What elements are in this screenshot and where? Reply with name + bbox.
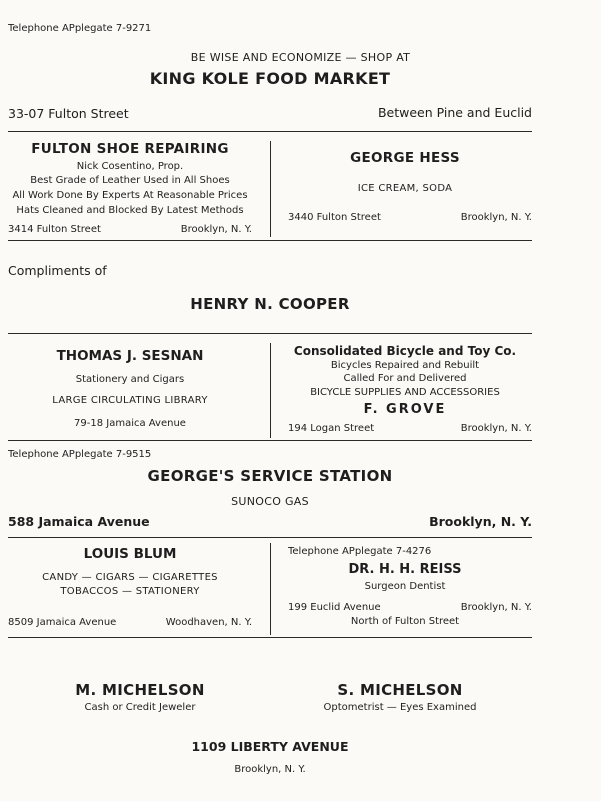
consolidated-owner: F. GROVE [363,402,447,417]
divider [8,637,532,638]
sesnan-line1: Stationery and Cigars [75,374,185,385]
georges-service-product: SUNOCO GAS [231,495,309,508]
louis-blum-name: LOUIS BLUM [83,546,177,562]
reiss-title: Surgeon Dentist [364,581,446,592]
cooper-name: HENRY N. COOPER [190,295,350,313]
george-hess-address: 3440 Fulton Street [288,212,381,223]
divider [8,440,532,441]
sesnan-line2: LARGE CIRCULATING LIBRARY [52,395,208,406]
column-divider [270,141,271,237]
fulton-shoe-line3: Hats Cleaned and Blocked By Latest Methods [16,205,244,216]
fulton-shoe-address: 3414 Fulton Street [8,224,101,235]
louis-blum-line2: TOBACCOS — STATIONERY [60,586,200,597]
fulton-shoe-line1: Best Grade of Leather Used in All Shoes [30,175,230,186]
fulton-shoe-line2: All Work Done By Experts At Reasonable Prices [12,190,248,201]
consolidated-city: Brooklyn, N. Y. [460,423,532,434]
king-kole-slogan: BE WISE AND ECONOMIZE — SHOP AT [190,51,411,64]
george-hess-city: Brooklyn, N. Y. [460,212,532,223]
georges-service-address: 588 Jamaica Avenue [8,514,150,529]
king-kole-location: Between Pine and Euclid [377,105,532,120]
michelson-address: 1109 LIBERTY AVENUE [191,739,349,754]
m-michelson-desc: Cash or Credit Jeweler [84,702,196,713]
divider [8,131,532,132]
georges-service-city: Brooklyn, N. Y. [429,514,532,529]
louis-blum-address: 8509 Jamaica Avenue [8,617,117,628]
fulton-shoe-name: FULTON SHOE REPAIRING [31,141,229,157]
george-hess-products: ICE CREAM, SODA [357,183,453,194]
sesnan-address: 79-18 Jamaica Avenue [74,418,186,429]
reiss-city: Brooklyn, N. Y. [460,602,532,613]
michelson-city: Brooklyn, N. Y. [234,764,306,775]
reiss-name: DR. H. H. REISS [348,562,462,577]
m-michelson-name: M. MICHELSON [75,681,205,699]
fulton-shoe-proprietor: Nick Cosentino, Prop. [76,161,184,172]
column-divider [270,543,271,635]
column-divider [270,343,271,438]
fulton-shoe-city: Brooklyn, N. Y. [180,224,252,235]
consolidated-address: 194 Logan Street [288,423,375,434]
consolidated-line2: Called For and Delivered [343,373,467,384]
georges-service-name: GEORGE'S SERVICE STATION [147,467,393,485]
divider [8,240,532,241]
sesnan-name: THOMAS J. SESNAN [56,348,204,364]
reiss-location: North of Fulton Street [350,616,460,627]
divider [8,537,532,538]
louis-blum-line1: CANDY — CIGARS — CIGARETTES [42,572,218,583]
reiss-telephone: Telephone APplegate 7-4276 [288,546,432,557]
king-kole-telephone: Telephone APplegate 7-9271 [8,23,152,34]
divider [8,333,532,334]
consolidated-name: Consolidated Bicycle and Toy Co. [293,344,517,358]
s-michelson-desc: Optometrist — Eyes Examined [323,702,477,713]
king-kole-name: KING KOLE FOOD MARKET [149,69,391,88]
george-hess-name: GEORGE HESS [350,150,460,166]
consolidated-line3: BICYCLE SUPPLIES AND ACCESSORIES [310,387,500,398]
reiss-address: 199 Euclid Avenue [288,602,381,613]
king-kole-address: 33-07 Fulton Street [8,106,129,121]
cooper-compliments: Compliments of [8,263,107,278]
s-michelson-name: S. MICHELSON [337,681,463,699]
consolidated-line1: Bicycles Repaired and Rebuilt [330,360,480,371]
georges-service-telephone: Telephone APplegate 7-9515 [8,449,152,460]
louis-blum-city: Woodhaven, N. Y. [165,617,252,628]
